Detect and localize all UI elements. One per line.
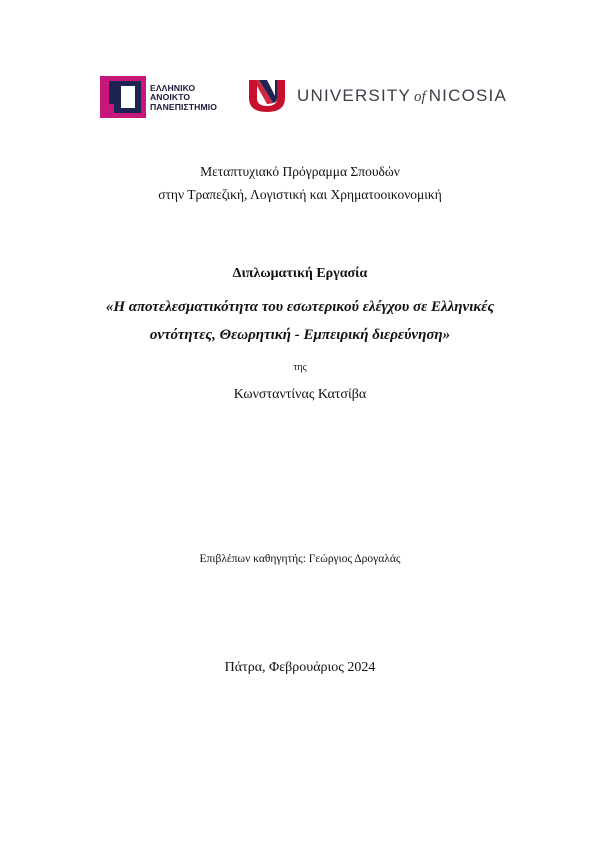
supervisor-line: Επιβλέπων καθηγητής: Γεώργιος Δρογαλάς bbox=[199, 553, 401, 565]
unic-shield-logo-icon bbox=[247, 78, 287, 114]
by-label: της bbox=[293, 362, 307, 373]
unic-logo-text bbox=[297, 86, 507, 106]
author-name: Κωνσταντίνας Κατσίβα bbox=[233, 387, 367, 402]
place-date: Πάτρα, Φεβρουάριος 2024 bbox=[224, 660, 376, 675]
unic-text-university: UNIVERSITY bbox=[297, 86, 412, 105]
thesis-type-heading: Διπλωματική Εργασία bbox=[232, 266, 368, 281]
eap-logo bbox=[100, 76, 240, 118]
unic-text-of: of bbox=[414, 89, 426, 105]
logos-header bbox=[100, 76, 520, 118]
eap-square-logo-icon bbox=[100, 76, 146, 118]
thesis-title-line-1: «Η αποτελεσματικότητα του εσωτερικού ελέγχου σε Ελληνικές bbox=[105, 299, 495, 315]
eap-logo-line-3: ΠΑΝΕΠΙΣΤΗΜΙΟ bbox=[150, 101, 217, 112]
program-name-line-1: Μεταπτυχιακό Πρόγραμμα Σπουδών bbox=[200, 164, 400, 179]
eap-logo-text bbox=[150, 84, 217, 112]
thesis-title-line-2: οντότητες, Θεωρητική - Εμπειρική διερεύνηση» bbox=[149, 327, 451, 343]
unic-logo bbox=[247, 78, 517, 114]
eap-logo-line-1: ΕΛΛΗΝΙΚΟ bbox=[150, 83, 196, 93]
unic-text-nicosia: NICOSIA bbox=[428, 86, 508, 105]
eap-logo-line-2: ΑΝΟΙΚΤΟ bbox=[150, 92, 191, 103]
program-name-line-2: στην Τραπεζική, Λογιστική και Χρηματοοικονομική bbox=[158, 187, 442, 202]
